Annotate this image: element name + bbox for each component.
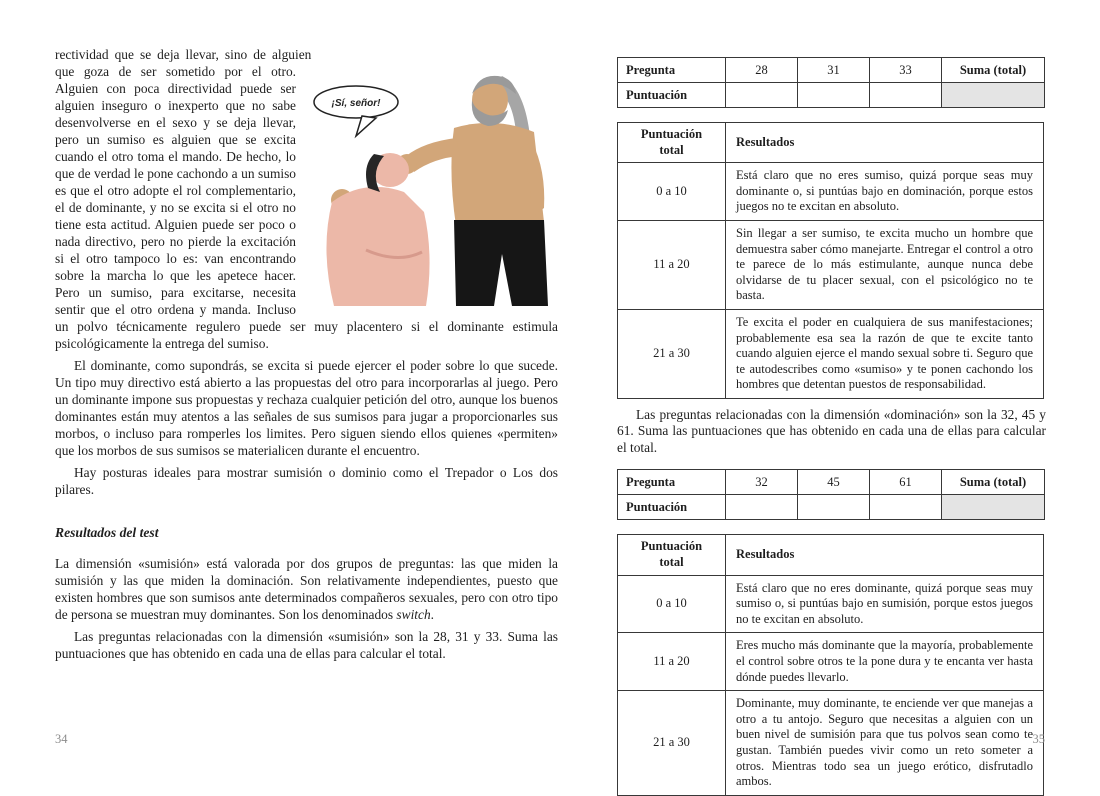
result-text-cell: Está claro que no eres sumiso, quizá porque seas muy dominante o, si puntúas bajo en dominación, porque estos juegos no te excitan en absoluto. [726,163,1044,221]
page-number-right: 35 [1032,732,1045,746]
score-input-cell [870,83,942,108]
question-number-cell: 28 [726,58,798,83]
score-range-cell: 21 a 30 [618,309,726,398]
result-text-cell: Está claro que no eres dominante, quizá porque seas muy sumiso o, si puntúas bajo en sumisión, porque estos juegos no te excitan en absoluto. [726,575,1044,633]
question-number-cell: 31 [798,58,870,83]
score-input-cell [726,495,798,520]
question-number-cell: 61 [870,470,942,495]
paragraph-2: El dominante, como supondrás, se excita si puede ejercer el poder sobre lo que sucede. Un tipo muy directivo está abierto a las propuestas del otro para incorporarlas al juego. Pero un dominante impone sus propuestas y rechaza cualquier petición del otro, aunque los buenos dominantes están muy atentos a las señales de sus sumisos para jugar a proporcionarles sus morbos, o incluso para romperles los limites. Pero siguen siendo ellos quienes «permiten» que los morbos de sus sumisos se materialicen durante el encuentro. [55,358,558,458]
domination-results-table [617,534,1044,795]
table-row [618,58,1045,83]
paragraph-4-text: La dimensión «sumisión» está valorada por dos grupos de preguntas: las que miden la sumisión y las que miden la dominación. Son relativamente independientes, puesto que existen hombres que son sumisos ante determinados compañeros sexuales, pero con otro tipo de persona se muestran muy dominantes. Son los denominados [55,556,558,622]
question-number-cell: 32 [726,470,798,495]
table-row [618,633,1044,691]
suma-header-cell: Suma (total) [942,58,1045,83]
paragraph-5: Las preguntas relacionadas con la dimensión «sumisión» son la 28, 31 y 33. Suma las puntuaciones que has obtenido en cada una de ellas para calcular el total. [55,629,558,661]
pregunta-header-cell: Pregunta [618,58,726,83]
domination-sum-table [617,469,1045,520]
table-header-row [618,123,1044,163]
domination-intro-paragraph: Las preguntas relacionadas con la dimensión «dominación» son la 32, 45 y 61. Suma las puntuaciones que has obtenido en cada una de ellas para calcular el total. [617,406,1046,455]
suma-total-cell [942,83,1045,108]
score-range-cell: 11 a 20 [618,633,726,691]
resultados-header: Resultados [726,535,1044,575]
result-text-cell: Eres mucho más dominante que la mayoría, probablemente el control sobre otros te la pone dura y te encanta ver hasta dónde puedes llevarlo. [726,633,1044,691]
section-heading: Resultados del test [55,525,159,540]
submission-sum-table [617,57,1045,108]
result-text-cell: Sin llegar a ser sumiso, te excita mucho un hombre que demuestra saber cómo manejarte. Entregar el control a otro te parece de lo más estimulante, aunque nunca debe olvidarse de tu placer sexual, con el psicológico no te basta. [726,220,1044,309]
question-number-cell: 45 [798,470,870,495]
kneeling-body-shape [326,187,429,306]
submission-results-table [617,122,1044,399]
puntuacion-total-header: Puntuación total [618,123,726,163]
cartoon-illustration [306,50,558,308]
paragraph-4-italic-term: switch [396,607,431,622]
table-row [618,83,1045,108]
table-row [618,691,1044,796]
dominant-submissive-cartoon [306,50,558,308]
page-right [617,0,1046,789]
score-input-cell [726,83,798,108]
speech-bubble-text: ¡Sí, señor! [331,98,381,109]
score-input-cell [870,495,942,520]
page-left [55,0,558,786]
puntuacion-total-header: Puntuación total [618,535,726,575]
pants-shape [454,220,548,306]
suma-header-cell: Suma (total) [942,470,1045,495]
table-header-row [618,535,1044,575]
question-number-cell: 33 [870,58,942,83]
table-row [618,309,1044,398]
puntuacion-label-cell: Puntuación [618,495,726,520]
paragraph-4-period: . [430,607,435,622]
paragraph-4 [55,555,558,623]
table-row [618,470,1045,495]
paragraph-1: rectividad que se deja llevar, sino de alguien que goza de ser sometido por el otro. Alguien con poca directividad puede ser alguien inseguro o inexperto que no sabe desenvolverse en el sexo y se deja llevar, pero un sumiso es alguien que se excita cuando el otro toma el mando. De hecho, lo que de verdad le pone cachondo a un sumiso es que el otro adopte el rol complementario, el de dominante, y no se excita si el otro no tiene esta actitud. Alguien puede ser poco o nada directivo, pero no pierde la excitación si el otro tampoco lo es: van encontrando sobre la marcha lo que les apetece hacer. Pero un sumiso, para excitarse, necesita sentir que el otro ordena y manda. Incluso un polvo técnicamente regulero puede ser muy placentero si el dominante estimula psicológicamente la entrega del sumiso. [55,47,558,351]
score-range-cell: 0 a 10 [618,575,726,633]
score-input-cell [798,495,870,520]
score-range-cell: 0 a 10 [618,163,726,221]
result-text-cell: Dominante, muy dominante, te enciende ver que manejas a otro a tu antojo. Seguro que necesitas a alguien con un buen nivel de sumisión para que tus polvos sean como te gustan. También puedes vivir como un reto someter a otros. Mientras todo sea un juego erótico, disfrutadlo ambos. [726,691,1044,796]
table-row [618,575,1044,633]
page-number-left: 34 [55,732,68,746]
paragraph-3: Hay posturas ideales para mostrar sumisión o dominio como el Trepador o Los dos pilares. [55,465,558,497]
score-range-cell: 11 a 20 [618,220,726,309]
suma-total-cell [942,495,1045,520]
pregunta-header-cell: Pregunta [618,470,726,495]
table-row [618,495,1045,520]
table-row [618,220,1044,309]
score-input-cell [798,83,870,108]
resultados-header: Resultados [726,123,1044,163]
score-range-cell: 21 a 30 [618,691,726,796]
table-row [618,163,1044,221]
puntuacion-label-cell: Puntuación [618,83,726,108]
result-text-cell: Te excita el poder en cualquiera de sus manifestaciones; probablemente esa sea la razón de que te excite tanto cuando alguien ejerce el mando sexual sobre ti. Seguro que te autodescribes como «sumiso» y te ponen cachondo los hombres que detentan puestos de responsabilidad. [726,309,1044,398]
speech-bubble-tail [356,116,376,136]
